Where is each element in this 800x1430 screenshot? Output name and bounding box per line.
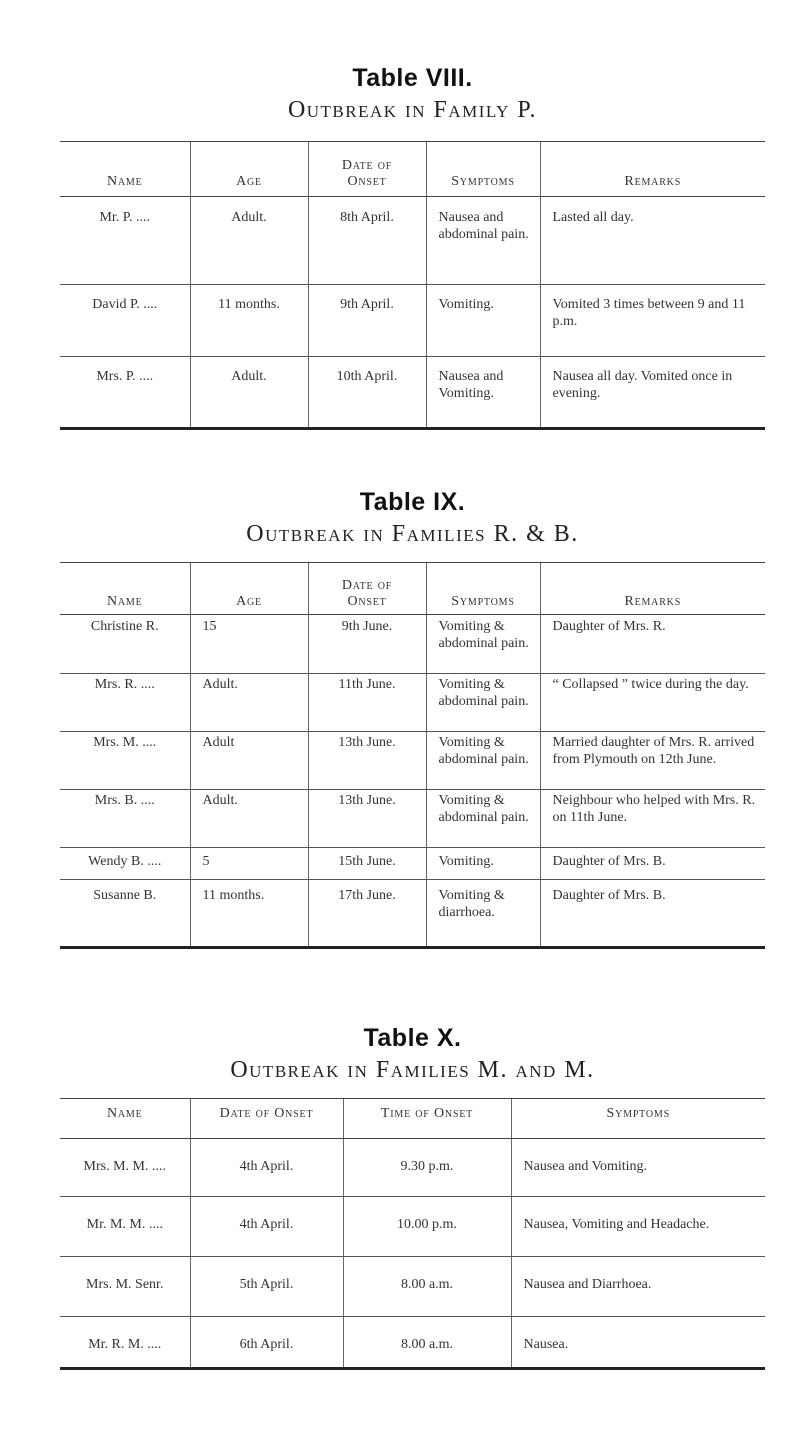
cell-symptoms: Vomiting & abdominal pain. xyxy=(426,790,540,848)
column-header: Symptoms xyxy=(426,142,540,197)
table-row xyxy=(60,285,765,357)
cell-name: Mrs. M. M. .... xyxy=(60,1139,190,1197)
cell-symptoms: Nausea and Vomiting. xyxy=(426,357,540,429)
cell-name: Mrs. R. .... xyxy=(60,674,190,732)
cell-date: 11th June. xyxy=(308,674,426,732)
cell-remarks: Nausea all day. Vomited once in evening. xyxy=(540,357,765,429)
cell-symptoms: Nausea and abdominal pain. xyxy=(426,197,540,285)
cell-date: 9th June. xyxy=(308,615,426,674)
table-row xyxy=(60,1197,765,1257)
cell-date: 10th April. xyxy=(308,357,426,429)
cell-remarks: Daughter of Mrs. B. xyxy=(540,880,765,948)
cell-remarks: Daughter of Mrs. R. xyxy=(540,615,765,674)
cell-symptoms: Vomiting & abdominal pain. xyxy=(426,732,540,790)
cell-symptoms: Vomiting & abdominal pain. xyxy=(426,615,540,674)
cell-name: David P. .... xyxy=(60,285,190,357)
cell-symptoms: Nausea and Vomiting. xyxy=(511,1139,765,1197)
column-header: Age xyxy=(190,563,308,615)
table-row xyxy=(60,197,765,285)
cell-age: 15 xyxy=(190,615,308,674)
cell-name: Christine R. xyxy=(60,615,190,674)
cell-date: 17th June. xyxy=(308,880,426,948)
table-viii xyxy=(60,141,765,430)
column-header: Name xyxy=(60,563,190,615)
cell-name: Mrs. B. .... xyxy=(60,790,190,848)
column-header: Remarks xyxy=(540,563,765,615)
column-header: Time of Onset xyxy=(343,1099,511,1139)
cell-date: 6th April. xyxy=(190,1317,343,1369)
column-header: Symptoms xyxy=(426,563,540,615)
cell-date: 13th June. xyxy=(308,790,426,848)
cell-date: 4th April. xyxy=(190,1197,343,1257)
column-header: Date of Onset xyxy=(308,142,426,197)
cell-time: 10.00 p.m. xyxy=(343,1197,511,1257)
cell-date: 13th June. xyxy=(308,732,426,790)
table-viii-title: Outbreak in Family P. xyxy=(287,97,538,123)
cell-time: 8.00 a.m. xyxy=(343,1257,511,1317)
cell-remarks: Daughter of Mrs. B. xyxy=(540,848,765,880)
cell-remarks: Vomited 3 times between 9 and 11 p.m. xyxy=(540,285,765,357)
cell-name: Mrs. M. Senr. xyxy=(60,1257,190,1317)
table-ix-header xyxy=(60,563,765,615)
table-row xyxy=(60,615,765,674)
cell-age: 11 months. xyxy=(190,285,308,357)
cell-remarks: Lasted all day. xyxy=(540,197,765,285)
table-ix-title: Outbreak in Families R. & B. xyxy=(246,521,579,547)
cell-date: 15th June. xyxy=(308,848,426,880)
cell-age: 5 xyxy=(190,848,308,880)
cell-symptoms: Vomiting. xyxy=(426,285,540,357)
table-row xyxy=(60,790,765,848)
table-viii-section xyxy=(60,64,765,430)
cell-symptoms: Nausea. xyxy=(511,1317,765,1369)
table-row xyxy=(60,1139,765,1197)
cell-date: 5th April. xyxy=(190,1257,343,1317)
cell-age: Adult xyxy=(190,732,308,790)
cell-time: 8.00 a.m. xyxy=(343,1317,511,1369)
table-row xyxy=(60,848,765,880)
cell-age: Adult. xyxy=(190,674,308,732)
column-header: Name xyxy=(60,1099,190,1139)
cell-age: Adult. xyxy=(190,790,308,848)
column-header: Symptoms xyxy=(511,1099,765,1139)
column-header: Date of Onset xyxy=(308,563,426,615)
cell-symptoms: Vomiting. xyxy=(426,848,540,880)
table-row xyxy=(60,1317,765,1369)
column-header: Name xyxy=(60,142,190,197)
cell-name: Mrs. P. .... xyxy=(60,357,190,429)
cell-name: Susanne B. xyxy=(60,880,190,948)
cell-age: 11 months. xyxy=(190,880,308,948)
table-viii-header xyxy=(60,142,765,197)
cell-time: 9.30 p.m. xyxy=(343,1139,511,1197)
table-row xyxy=(60,674,765,732)
cell-remarks: Neighbour who helped with Mrs. R. on 11th June. xyxy=(540,790,765,848)
column-header: Date of Onset xyxy=(190,1099,343,1139)
cell-name: Mr. R. M. .... xyxy=(60,1317,190,1369)
cell-date: 4th April. xyxy=(190,1139,343,1197)
table-x xyxy=(60,1098,765,1370)
cell-name: Mr. M. M. .... xyxy=(60,1197,190,1257)
cell-symptoms: Vomiting & abdominal pain. xyxy=(426,674,540,732)
table-ix xyxy=(60,562,765,949)
column-header: Remarks xyxy=(540,142,765,197)
cell-age: Adult. xyxy=(190,197,308,285)
cell-remarks: Married daughter of Mrs. R. arrived from Plymouth on 12th June. xyxy=(540,732,765,790)
table-x-header xyxy=(60,1099,765,1139)
table-x-number: Table X. xyxy=(363,1024,462,1052)
table-viii-number: Table VIII. xyxy=(352,64,473,92)
table-row xyxy=(60,732,765,790)
cell-symptoms: Vomiting & diarrhoea. xyxy=(426,880,540,948)
table-ix-section xyxy=(60,488,765,949)
cell-date: 9th April. xyxy=(308,285,426,357)
cell-symptoms: Nausea, Vomiting and Headache. xyxy=(511,1197,765,1257)
table-ix-number: Table IX. xyxy=(359,488,466,516)
table-x-title: Outbreak in Families M. and M. xyxy=(230,1057,595,1083)
column-header: Age xyxy=(190,142,308,197)
table-row xyxy=(60,880,765,948)
table-row xyxy=(60,1257,765,1317)
cell-name: Mr. P. .... xyxy=(60,197,190,285)
cell-name: Mrs. M. .... xyxy=(60,732,190,790)
cell-symptoms: Nausea and Diarrhoea. xyxy=(511,1257,765,1317)
cell-age: Adult. xyxy=(190,357,308,429)
cell-remarks: “ Collapsed ” twice during the day. xyxy=(540,674,765,732)
cell-name: Wendy B. .... xyxy=(60,848,190,880)
table-row xyxy=(60,357,765,429)
table-x-section xyxy=(60,1024,765,1370)
cell-date: 8th April. xyxy=(308,197,426,285)
